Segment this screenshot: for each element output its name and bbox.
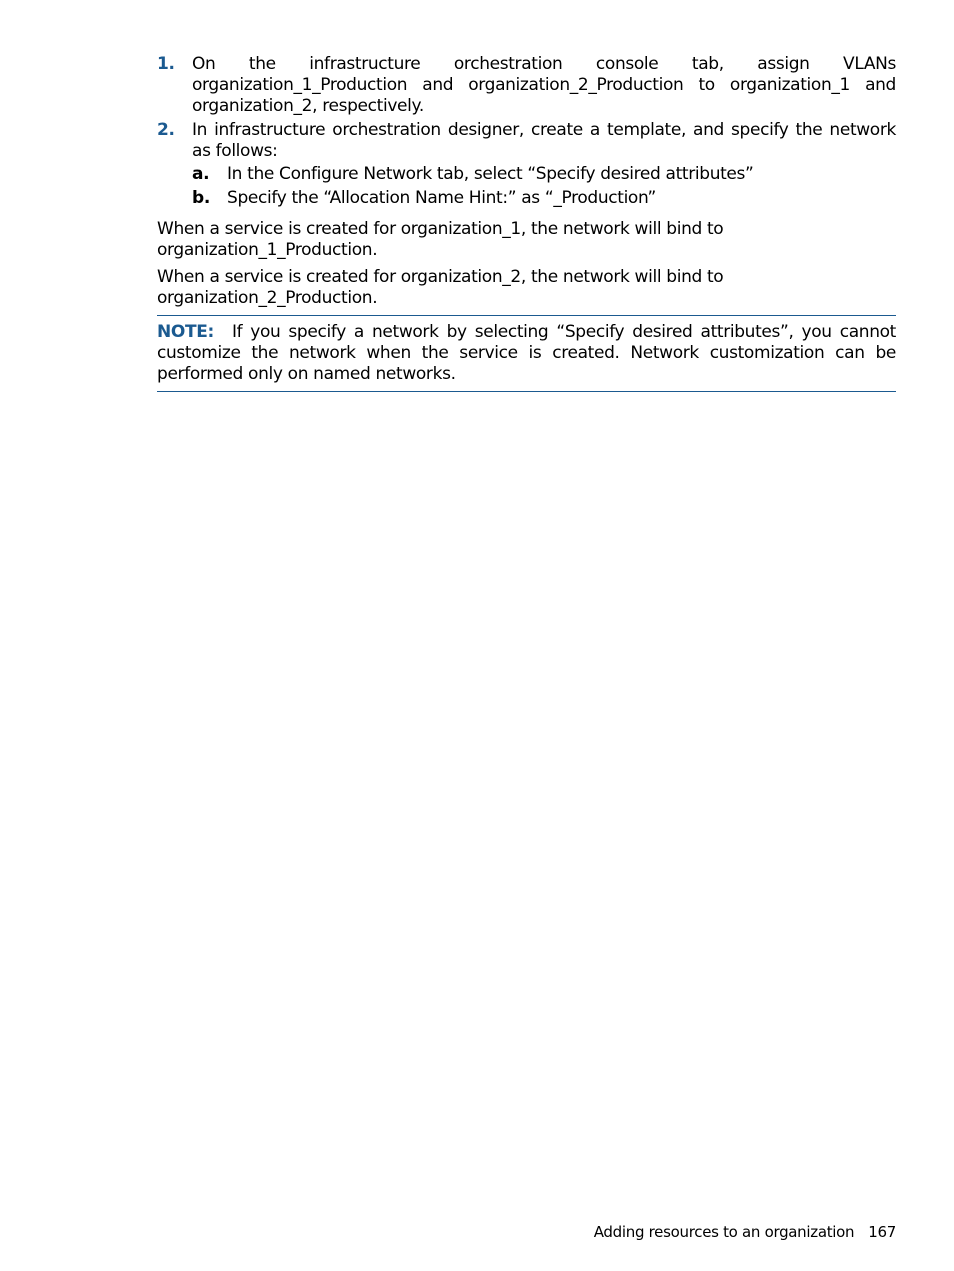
page-number: 167: [868, 1223, 896, 1241]
substep-b: [192, 188, 896, 209]
substep-letter: b.: [192, 188, 210, 208]
step-1: [157, 54, 896, 117]
substep-text: In the Configure Network tab, select “Specify desired attributes”: [227, 164, 754, 184]
paragraph-organization-1: When a service is created for organization_1, the network will bind to organization_1_Production.: [157, 219, 724, 260]
page-content: [157, 54, 896, 392]
procedure-steps: [157, 54, 896, 209]
note-box: [157, 315, 896, 392]
substep-a: [192, 164, 896, 185]
substeps: [192, 164, 896, 209]
substep-text: Specify the “Allocation Name Hint:” as “_Production”: [227, 188, 656, 208]
footer-section-title: Adding resources to an organization: [593, 1223, 855, 1241]
step-text: In infrastructure orchestration designer, create a template, and specify the network as follows:: [192, 120, 896, 161]
step-2: [157, 120, 896, 209]
paragraph-organization-2: When a service is created for organization_2, the network will bind to organization_2_Production.: [157, 267, 724, 308]
step-text: On the infrastructure orchestration console tab, assign VLANs organization_1_Production and organization_2_Production to organization_1 and organization_2, respectively.: [192, 54, 896, 116]
step-number: 1.: [157, 54, 175, 74]
note-label: NOTE:: [157, 322, 214, 342]
page-footer: [594, 1222, 896, 1242]
step-number: 2.: [157, 120, 175, 140]
substep-letter: a.: [192, 164, 210, 184]
note-text: If you specify a network by selecting “Specify desired attributes”, you cannot customize the network when the service is created. Network customization can be performed only on named networks.: [157, 322, 896, 384]
